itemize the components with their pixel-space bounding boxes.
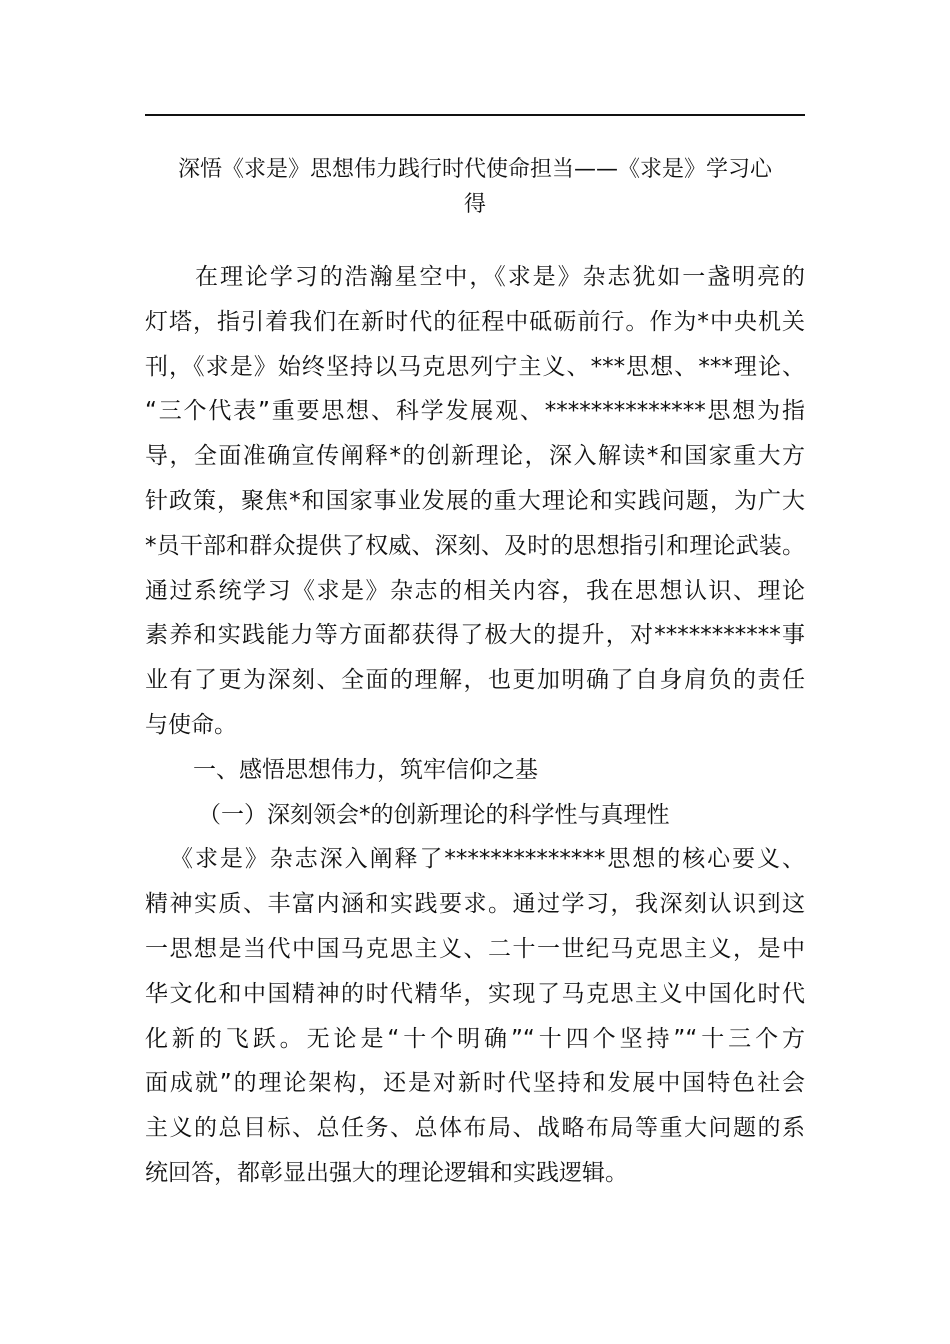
paragraph-line: 针政策，聚焦*和国家事业发展的重大理论和实践问题，为广大 — [145, 488, 805, 514]
paragraph-line: 导，全面准确宣传阐释*的创新理论，深入解读*和国家重大方 — [145, 443, 805, 469]
paragraph-line: 灯塔，指引着我们在新时代的征程中砥砺前行。作为*中央机关 — [145, 309, 805, 335]
paragraph-line: 素养和实践能力等方面都获得了极大的提升，对***********事 — [145, 622, 805, 648]
document-title-line-1: 深悟《求是》思想伟力践行时代使命担当——《求是》学习心 — [177, 157, 772, 182]
header-rule — [145, 114, 805, 116]
paragraph-line: 在理论学习的浩瀚星空中，《求是》杂志犹如一盏明亮的 — [195, 264, 805, 290]
paragraph-line: 一思想是当代中国马克思主义、二十一世纪马克思主义，是中 — [145, 936, 805, 962]
paragraph-line: 华文化和中国精神的时代精华，实现了马克思主义中国化时代 — [145, 981, 805, 1007]
paragraph-line: 统回答，都彰显出强大的理论逻辑和实践逻辑。 — [145, 1160, 628, 1186]
paragraph-line: *员干部和群众提供了权威、深刻、及时的思想指引和理论武装。 — [145, 533, 805, 559]
subsection-heading: （一）深刻领会*的创新理论的科学性与真理性 — [198, 802, 670, 828]
paragraph-line: 化新的飞跃。无论是“十个明确”“十四个坚持”“十三个方 — [145, 1026, 805, 1052]
paragraph-line: “三个代表”重要思想、科学发展观、**************思想为指 — [145, 398, 805, 424]
paragraph-line: 面成就”的理论架构，还是对新时代坚持和发展中国特色社会 — [145, 1070, 805, 1096]
paragraph-line: 通过系统学习《求是》杂志的相关内容，我在思想认识、理论 — [145, 578, 805, 604]
paragraph-line: 与使命。 — [145, 712, 237, 738]
document-title-line-2: 得 — [463, 192, 486, 217]
paragraph-line: 业有了更为深刻、全面的理解，也更加明确了自身肩负的责任 — [145, 667, 805, 693]
section-heading: 一、感悟思想伟力，筑牢信仰之基 — [193, 757, 538, 783]
paragraph-line: 刊，《求是》始终坚持以马克思列宁主义、***思想、***理论、 — [145, 354, 805, 380]
paragraph-line: 主义的总目标、总任务、总体布局、战略布局等重大问题的系 — [145, 1115, 805, 1141]
paragraph-line: 精神实质、丰富内涵和实践要求。通过学习，我深刻认识到这 — [145, 891, 805, 917]
paragraph-line: 《求是》杂志深入阐释了**************思想的核心要义、 — [170, 846, 805, 872]
